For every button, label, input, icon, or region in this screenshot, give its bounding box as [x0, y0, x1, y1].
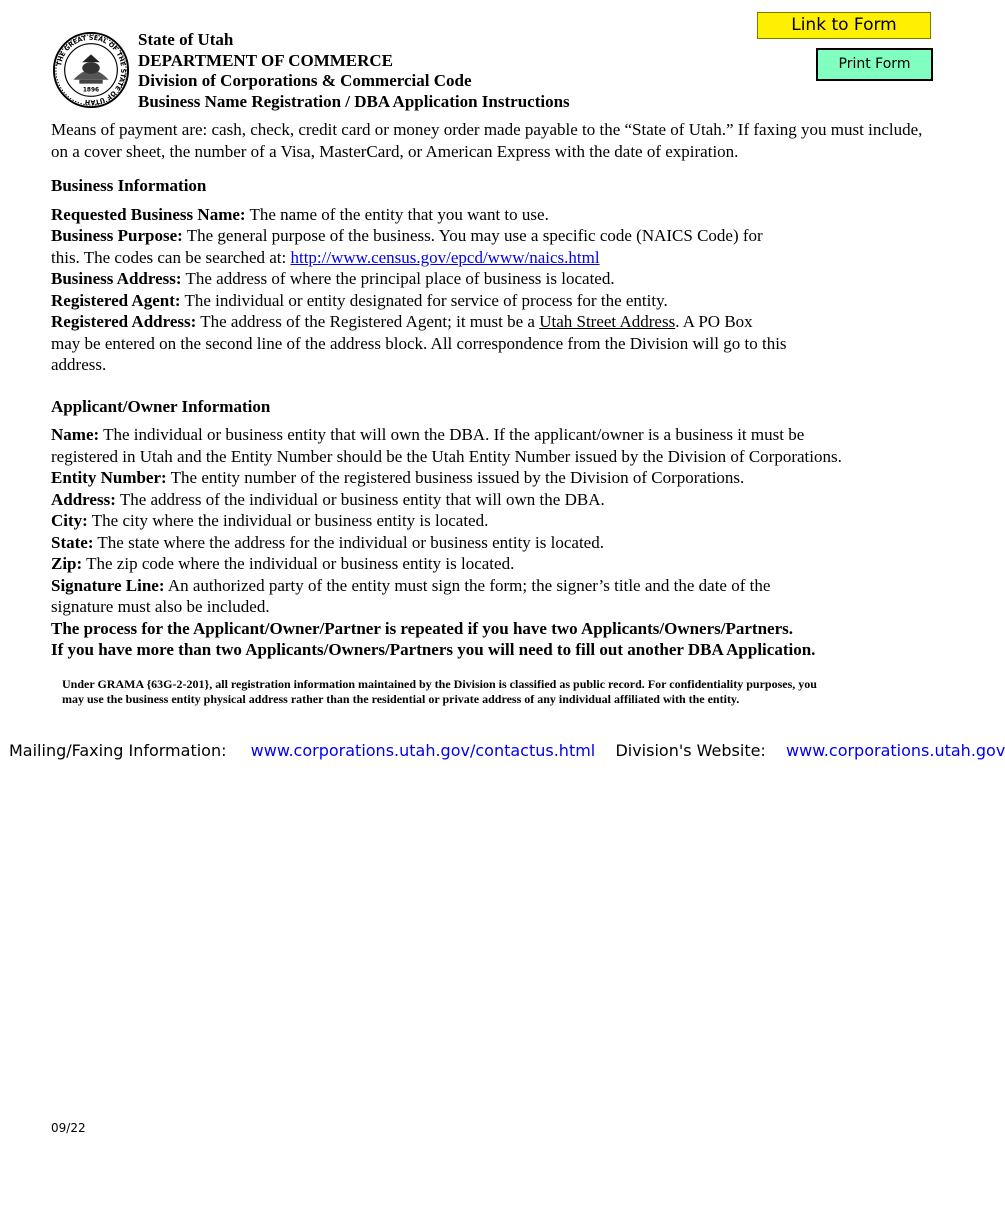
- city-line: [51, 510, 931, 532]
- utah-street-address: Utah Street Address: [539, 312, 676, 331]
- registered-address-cont: may be entered on the second line of the address block. All correspondence from the Division will go to this: [51, 333, 787, 353]
- business-address-label: Business Address:: [51, 269, 182, 288]
- business-address-text: The address of where the principal place of business is located.: [181, 269, 615, 288]
- registered-agent-line: [51, 290, 931, 312]
- applicant-name-cont: registered in Utah and the Entity Number should be the Utah Entity Number issued by the Division of Corporations.: [51, 446, 842, 466]
- signature-text: An authorized party of the entity must sign the form; the signer’s title and the date of the: [164, 575, 771, 595]
- contact-info-row: [9, 741, 1005, 760]
- print-form-button[interactable]: Print Form: [816, 48, 933, 81]
- grama-line-2: may use the business entity physical address rather than the residential or private address of any individual affiliated with the entity.: [62, 692, 740, 706]
- header-department: DEPARTMENT OF COMMERCE: [138, 50, 394, 70]
- requested-name-line: [51, 204, 931, 226]
- naics-text: this. The codes can be searched at:: [51, 247, 291, 267]
- entity-number-label: Entity Number:: [51, 468, 167, 487]
- payment-paragraph: Means of payment are: cash, check, credit card or money order made payable to the “State of Utah.” If faxing you must include, on a cover sheet, the number of a Visa, MasterCard, or American Express with the date of expiration.: [51, 120, 923, 161]
- applicant-name-line: [51, 424, 931, 446]
- state-label: State:: [51, 532, 94, 552]
- registered-address-label: Registered Address:: [51, 312, 197, 331]
- state-line: [51, 532, 931, 554]
- entity-number-text: The entity number of the registered business issued by the Division of Corporations.: [166, 468, 745, 487]
- city-label: City:: [51, 511, 88, 530]
- requested-name-text: The name of the entity that you want to use.: [245, 204, 549, 224]
- grama-line-1: Under GRAMA {63G-2-201}, all registration information maintained by the Division is classified as public record. For confidentiality purposes, you: [62, 677, 817, 691]
- repeat-process-note: The process for the Applicant/Owner/Partner is repeated if you have two Applicants/Owners/Partners.: [51, 618, 793, 638]
- registered-address-text: The address of the Registered Agent; it must be a: [196, 312, 540, 331]
- signature-line: [51, 575, 931, 597]
- business-purpose-text: The general purpose of the business. You may use a specific code (NAICS Code) for: [182, 226, 763, 245]
- header-state: State of Utah: [138, 30, 234, 49]
- revision-date: 09/22: [51, 1121, 86, 1135]
- applicant-address-label: Address:: [51, 489, 116, 509]
- additional-application-note: If you have more than two Applicants/Owners/Partners you will need to fill out another DBA Application.: [51, 640, 816, 659]
- business-purpose-label: Business Purpose:: [51, 226, 183, 245]
- seal-ring-text: THE GREAT SEAL OF THE STATE OF UTAH: [56, 34, 127, 106]
- registered-address-text-2: . A PO Box: [675, 312, 753, 331]
- instructions-body: [51, 119, 931, 661]
- signature-label: Signature Line:: [51, 575, 165, 595]
- header-division: Division of Corporations & Commercial Code: [138, 71, 472, 90]
- utah-seal-icon: [52, 31, 130, 109]
- registered-address-end: address.: [51, 355, 107, 374]
- mailing-label: Mailing/Faxing Information:: [9, 741, 227, 760]
- registered-agent-label: Registered Agent:: [51, 290, 181, 310]
- entity-number-line: [51, 467, 931, 489]
- zip-text: The zip code where the individual or business entity is located.: [82, 554, 515, 573]
- naics-line: [51, 247, 931, 269]
- business-info-heading: Business Information: [51, 176, 207, 195]
- applicant-address-line: [51, 489, 931, 511]
- city-text: The city where the individual or business entity is located.: [87, 511, 489, 530]
- header-title: Business Name Registration / DBA Application Instructions: [138, 91, 570, 111]
- seal-year: 1896: [82, 87, 100, 94]
- applicant-info-heading: Applicant/Owner Information: [51, 396, 271, 416]
- document-header: [138, 30, 570, 112]
- website-link[interactable]: www.corporations.utah.gov: [786, 741, 1005, 760]
- zip-line: [51, 553, 931, 575]
- grama-notice: [62, 677, 912, 707]
- business-purpose-line: [51, 225, 931, 247]
- state-text: The state where the address for the individual or business entity is located.: [93, 532, 604, 552]
- link-to-form-button[interactable]: Link to Form: [757, 12, 931, 39]
- registered-agent-text: The individual or entity designated for service of process for the entity.: [180, 290, 668, 310]
- requested-name-label: Requested Business Name:: [51, 204, 246, 224]
- applicant-name-text: The individual or business entity that will own the DBA. If the applicant/owner is a business it must be: [99, 425, 805, 444]
- applicant-name-label: Name:: [51, 425, 100, 444]
- applicant-address-text: The address of the individual or business entity that will own the DBA.: [115, 489, 605, 509]
- signature-cont: signature must also be included.: [51, 597, 270, 616]
- website-label: Division's Website:: [615, 741, 766, 760]
- mailing-link[interactable]: www.corporations.utah.gov/contactus.html: [250, 741, 596, 760]
- naics-link[interactable]: http://www.census.gov/epcd/www/naics.html: [290, 247, 600, 267]
- zip-label: Zip:: [51, 554, 83, 573]
- registered-address-line: [51, 311, 931, 333]
- business-address-line: [51, 268, 931, 290]
